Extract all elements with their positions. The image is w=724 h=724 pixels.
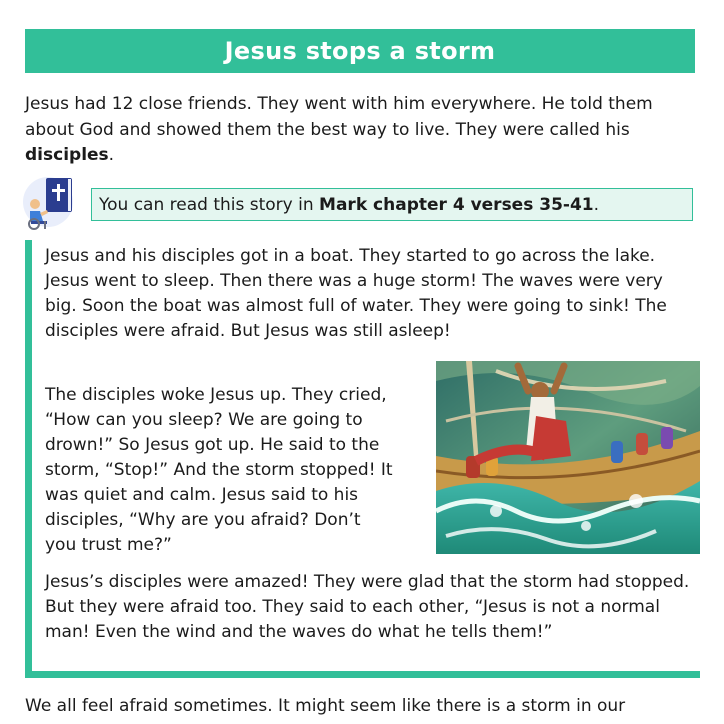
- reference-box: [91, 188, 693, 221]
- page-title: [25, 29, 695, 73]
- story-box: [25, 240, 700, 678]
- bible-reader-icon: [22, 174, 74, 230]
- intro-text-after: .: [108, 145, 115, 165]
- intro-text-before: Jesus had 12 close friends. They went with him everywhere. He told them about God and showed them the best way to live. They were called his: [25, 94, 653, 140]
- story-paragraph-1: Jesus and his disciples got in a boat. They started to go across the lake. Jesus went to sleep. Then there was a huge storm! The waves were very big. Soon the boat was almost full of water. They were going to sink! The disciples were afraid. But Jesus was still asleep!: [45, 246, 667, 341]
- reference-bold: Mark chapter 4 verses 35-41: [319, 194, 594, 215]
- reference-text-after: .: [593, 194, 600, 215]
- story-paragraph-3: Jesus’s disciples were amazed! They were glad that the storm had stopped. But they were afraid too. They said to each other, “Jesus is not a normal man! Even the wind and the waves do what he tells them!”: [45, 572, 690, 642]
- intro-bold-word: disciples: [25, 145, 109, 165]
- storm-illustration: [436, 361, 700, 554]
- story-paragraph-2: The disciples woke Jesus up. They cried, “How can you sleep? We are going to drown!” So Jesus got up. He said to the storm, “Stop!” And the storm stopped! It was quiet and calm. Jesus said to his disciples, “Why are you afraid? Don’t you trust me?”: [45, 385, 393, 555]
- page-title-text: Jesus stops a storm: [224, 37, 496, 65]
- outro-paragraph: We all feel afraid sometimes. It might seem like there is a storm in our: [25, 696, 626, 716]
- intro-paragraph: [25, 92, 700, 169]
- reference-text-before: You can read this story in: [99, 194, 320, 215]
